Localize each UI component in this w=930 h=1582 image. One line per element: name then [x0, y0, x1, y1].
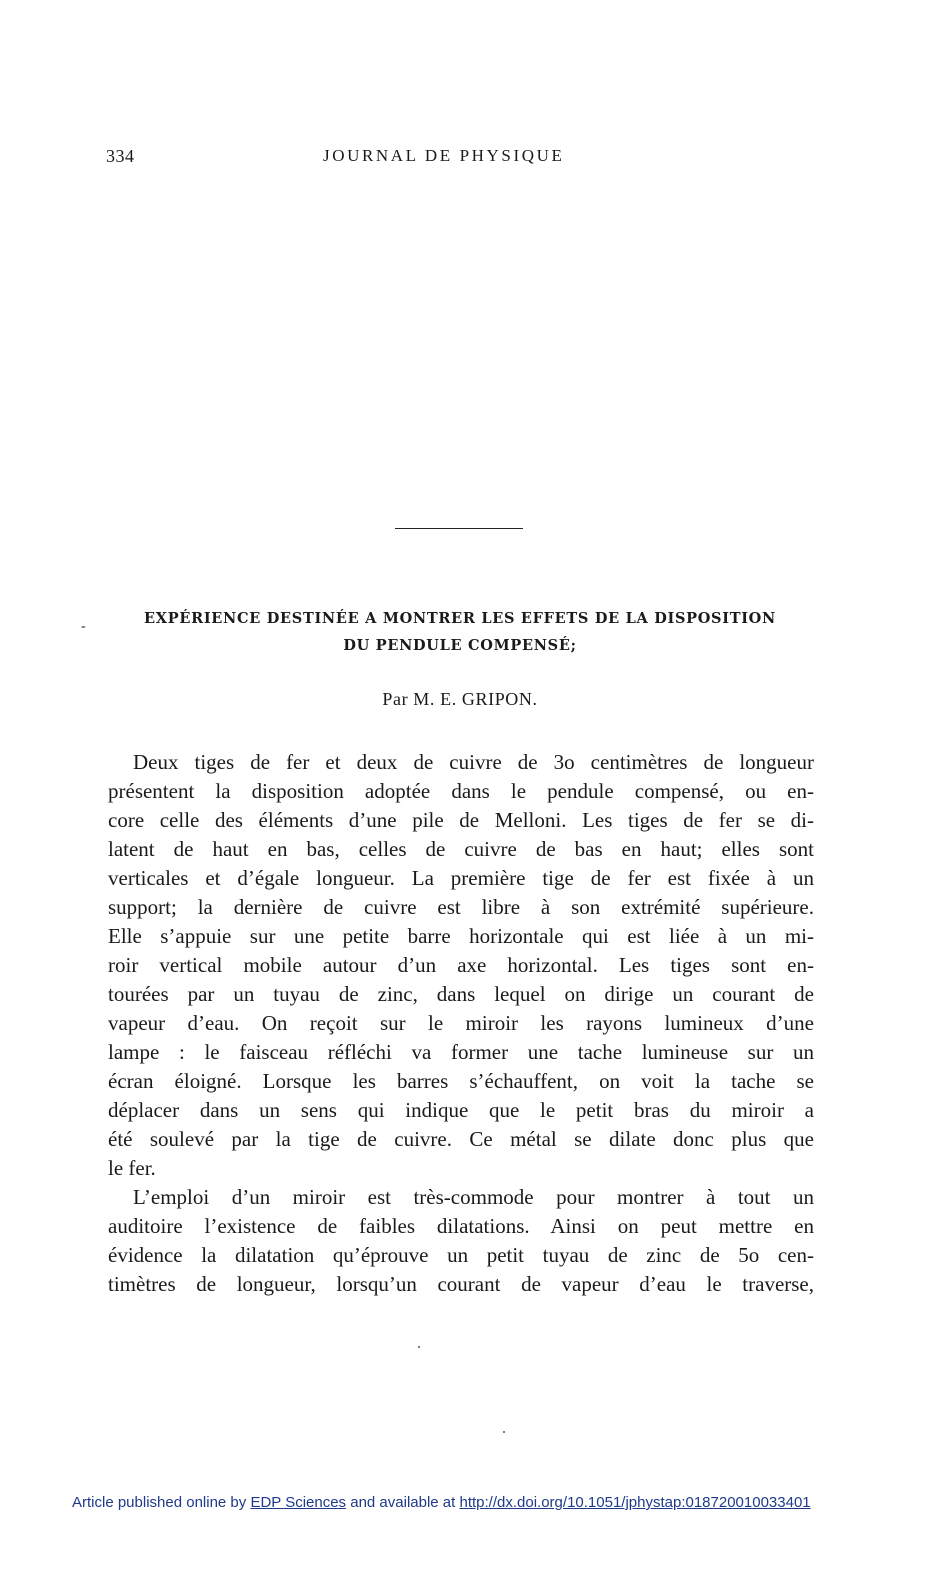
text-line: présentent la disposition adoptée dans le pendule compensé, ou en- — [108, 779, 814, 803]
doi-link[interactable]: http://dx.doi.org/10.1051/jphystap:018720010033401 — [459, 1494, 811, 1511]
article-byline — [140, 689, 780, 710]
text-line: core celle des éléments d’une pile de Melloni. Les tiges de fer se di- — [108, 808, 814, 832]
print-speck — [418, 1346, 420, 1348]
margin-speck: - — [81, 619, 86, 634]
text-line: verticales et d’égale longueur. La première tige de fer est fixée à un — [108, 866, 814, 890]
byline-par: Par — [382, 689, 409, 709]
article-title-line-2: DU PENDULE COMPENSÉ; — [343, 637, 577, 654]
text-line: Elle s’appuie sur une petite barre horizontale qui est liée à un mi- — [108, 924, 814, 948]
text-line: Deux tiges de fer et deux de cuivre de 3o centimètres de longueur — [133, 750, 814, 774]
text-line: écran éloigné. Lorsque les barres s’échauffent, on voit la tache se — [108, 1069, 814, 1093]
section-divider-rule — [395, 528, 523, 529]
text-line: timètres de longueur, lorsqu’un courant de vapeur d’eau le traverse, — [108, 1272, 814, 1296]
publication-footer — [72, 1494, 811, 1511]
journal-running-head: JOURNAL DE PHYSIQUE — [323, 146, 565, 165]
text-line: évidence la dilatation qu’éprouve un petit tuyau de zinc de 5o cen- — [108, 1243, 814, 1267]
page-number: 334 — [106, 146, 135, 166]
print-speck — [503, 1431, 505, 1433]
article-body — [108, 748, 814, 1299]
text-line: déplacer dans un sens qui indique que le petit bras du miroir a — [108, 1098, 814, 1122]
text-line: le fer. — [108, 1156, 156, 1180]
text-line: vapeur d’eau. On reçoit sur le miroir les rayons lumineux d’une — [108, 1011, 814, 1035]
text-line: L’emploi d’un miroir est très-commode pour montrer à tout un — [133, 1185, 814, 1209]
article-title-line-1: EXPÉRIENCE DESTINÉE A MONTRER LES EFFETS DE LA DISPOSITION — [144, 610, 776, 627]
text-line: latent de haut en bas, celles de cuivre de bas en haut; elles sont — [108, 837, 814, 861]
author-name: M. E. GRIPON. — [413, 689, 538, 709]
text-line: tourées par un tuyau de zinc, dans lequel on dirige un courant de — [108, 982, 814, 1006]
text-line: lampe : le faisceau réfléchi va former une tache lumineuse sur un — [108, 1040, 814, 1064]
text-line: auditoire l’existence de faibles dilatations. Ainsi on peut mettre en — [108, 1214, 814, 1238]
footer-middle: and available at — [350, 1494, 456, 1511]
text-line: été soulevé par la tige de cuivre. Ce métal se dilate donc plus que — [108, 1127, 814, 1151]
text-line: support; la dernière de cuivre est libre à son extrémité supérieure. — [108, 895, 814, 919]
publisher-link[interactable]: EDP Sciences — [250, 1494, 347, 1511]
footer-prefix: Article published online by — [72, 1494, 247, 1511]
text-line: roir vertical mobile autour d’un axe horizontal. Les tiges sont en- — [108, 953, 814, 977]
